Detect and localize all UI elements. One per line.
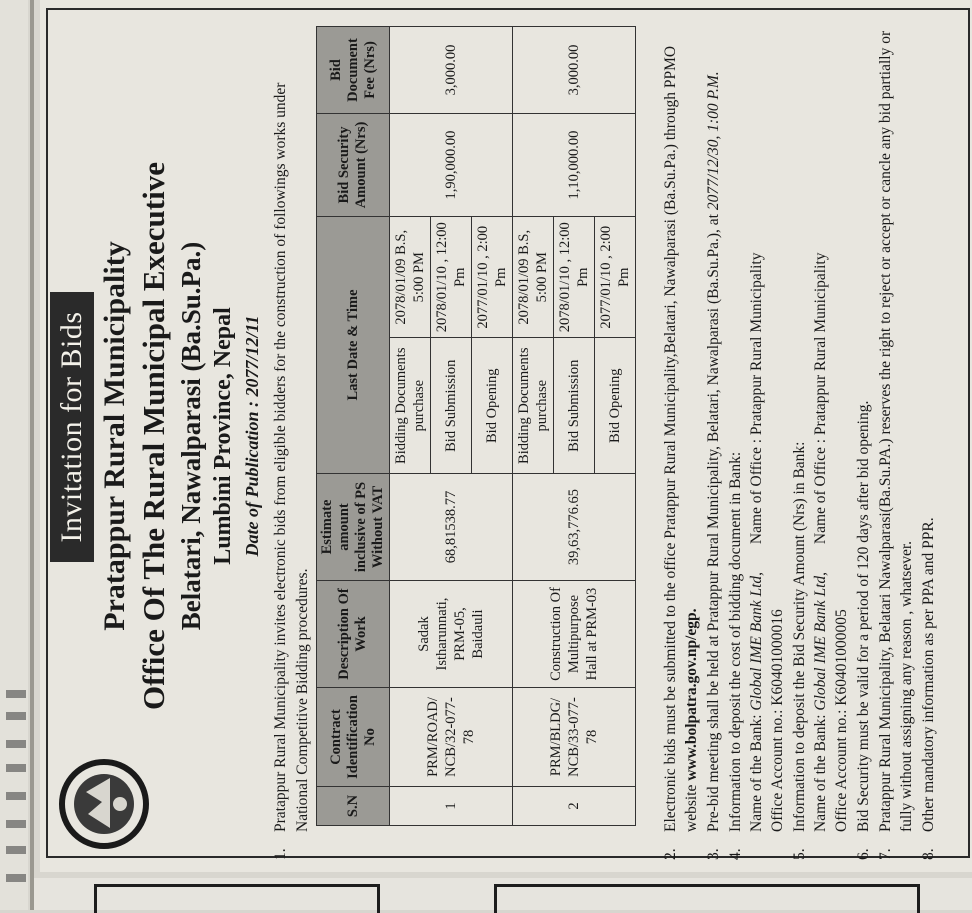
office-name-label: Name of Office : Pratappur Rural Municipality — [812, 252, 829, 545]
cell-event: Bidding Documents purchase — [513, 338, 554, 474]
note-7 — [875, 22, 917, 860]
note-text: Pratappur Rural Municipality, Belatari Nawalparasi(Ba.Su.PA.) reserves the right to reject or accept or cancle any bid partially or fully without assigning any reason , whatsever. — [877, 30, 915, 832]
note-text: Information to deposit the cost of bidding document in Bank: — [727, 451, 744, 832]
note-text: Electronic bids must be submitted to the office Pratappur Rural Municipality,Belatari, Nawalparasi (Ba.Su.Pa.) through PPMO website — [662, 45, 700, 832]
col-description: Description Of Work — [317, 581, 390, 688]
cell-description: Sadak Istharunnati, PRM-05, Baidauli — [390, 581, 513, 688]
table-row — [390, 27, 431, 826]
column-rule — [30, 0, 34, 910]
note-text: Pre-bid meeting shall be held at Pratappur Rural Municipality, Belatari, Nawalparasi (Ba.Su.Pa.), at — [705, 214, 722, 832]
bank-label: Name of the Bank: — [748, 714, 765, 832]
adjacent-advert-edge — [34, 878, 972, 910]
intro-text: Pratappur Rural Municipality invites electronic bids from eligible bidders for the construction of followings works under National Competitive Bidding procedures. — [272, 82, 311, 832]
notes-list — [660, 22, 940, 860]
item-number: 8. — [920, 848, 937, 860]
cell-event: Bid Opening — [595, 338, 636, 474]
note-5 — [789, 22, 852, 860]
account-number: Office Account no.: K60401000016 — [769, 609, 786, 832]
note-8 — [918, 22, 939, 860]
item-number: 7. — [877, 848, 894, 860]
col-last-date: Last Date & Time — [317, 217, 390, 474]
cell-event: Bid Opening — [472, 338, 513, 474]
cell-security: 1,10,000.00 — [513, 114, 636, 217]
col-contract-id: Contract Identification No — [317, 688, 390, 787]
cell-estimate: 39,63,776.65 — [513, 474, 636, 581]
item-number: 6. — [855, 848, 872, 860]
neighbour-column-margin — [0, 0, 28, 910]
bank-row — [810, 22, 831, 832]
bid-notice — [40, 0, 972, 872]
cell-event-date: 2078/01/09 B.S, 5:00 PM — [390, 217, 431, 338]
cell-contract-id: PRM/BLDG/ NCB/33-077-78 — [513, 688, 636, 787]
note-4 — [725, 22, 788, 860]
table-row — [513, 27, 554, 826]
col-doc-fee: Bid Document Fee (Nrs) — [317, 27, 390, 114]
cell-fee: 3,000.00 — [513, 27, 636, 114]
cell-event: Bid Submission — [554, 338, 595, 474]
ppmo-website-link[interactable]: www.bolpatra.gov.np/egp. — [683, 608, 700, 781]
invitation-heading: Invitation for Bids — [50, 292, 94, 562]
cell-event-date: 2077/01/10 , 2:00 Pm — [595, 217, 636, 338]
table-header-row — [317, 27, 390, 826]
publication-date: Date of Publication : 2077/12/11 — [242, 315, 262, 557]
cell-description: Construction Of Multipurpose Hall at PRM-03 — [513, 581, 636, 688]
cell-security: 1,90,000.00 — [390, 114, 513, 217]
notice-frame — [40, 0, 972, 878]
cell-sn: 2 — [513, 787, 636, 826]
cell-event-date: 2078/01/10 , 12:00 Pm — [554, 217, 595, 338]
item-number: 1. — [272, 848, 289, 860]
cell-event: Bidding Documents purchase — [390, 338, 431, 474]
intro-paragraph — [270, 32, 314, 860]
item-number: 5. — [791, 848, 808, 860]
account-number: Office Account no.: K60401000005 — [833, 609, 850, 832]
cell-sn: 1 — [390, 787, 513, 826]
cell-contract-id: PRM/ROAD/ NCB/32-077-78 — [390, 688, 513, 787]
note-text: Information to deposit the Bid Security Amount (Nrs) in Bank: — [791, 441, 808, 832]
cell-event-date: 2078/01/10 , 12:00 Pm — [431, 217, 472, 338]
province: Lumbini Province, Nepal — [210, 307, 236, 565]
cell-event-date: 2078/01/09 B.S, 5:00 PM — [513, 217, 554, 338]
bank-name: Global IME Bank Ltd, — [812, 571, 829, 711]
note-text: Bid Security must be valid for a period of 120 days after bid opening. — [855, 400, 872, 832]
note-6 — [853, 22, 874, 860]
note-text: Other mandatory information as per PPA and PPR. — [920, 517, 937, 832]
office-address: Belatari, Nawalparasi (Ba.Su.Pa.) — [176, 241, 206, 631]
item-number: 4. — [727, 848, 744, 860]
bids-table — [316, 26, 636, 826]
office-name-label: Name of Office : Pratappur Rural Municipality — [748, 252, 765, 545]
cell-estimate: 68,81538.77 — [390, 474, 513, 581]
office-name: Office Of The Rural Municipal Executive — [136, 162, 171, 710]
col-bid-security: Bid Security Amount (Nrs) — [317, 114, 390, 217]
cell-event-date: 2077/01/10 , 2:00 Pm — [472, 217, 513, 338]
item-number: 2. — [662, 848, 679, 860]
prebid-time: 2077/12/30, 1:00 P.M. — [705, 71, 722, 211]
bank-row — [746, 22, 767, 832]
col-estimate: Estimate amount inclusive of PS Without VAT — [317, 474, 390, 581]
note-3 — [703, 22, 724, 860]
item-number: 3. — [705, 848, 722, 860]
bank-label: Name of the Bank: — [812, 714, 829, 832]
col-sn: S.N — [317, 787, 390, 826]
org-name: Pratappur Rural Municipality — [98, 241, 131, 631]
bank-name: Global IME Bank Ltd, — [748, 571, 765, 711]
cell-fee: 3,000.00 — [390, 27, 513, 114]
cell-event: Bid Submission — [431, 338, 472, 474]
note-2 — [660, 22, 702, 860]
